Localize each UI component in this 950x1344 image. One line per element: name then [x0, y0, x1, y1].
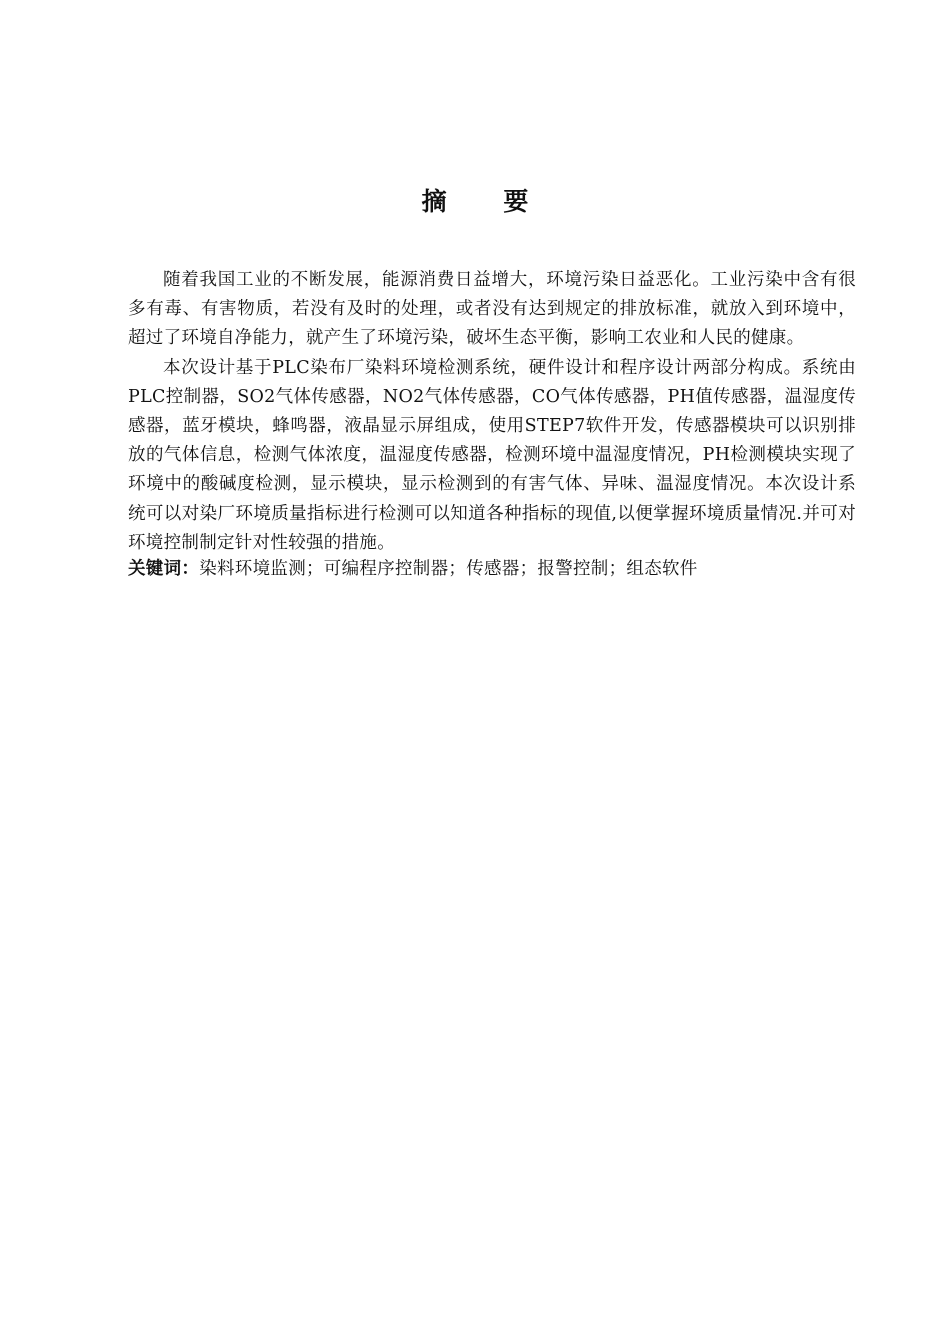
abstract-title: 摘 要: [421, 187, 553, 216]
keywords-label: 关键词：: [128, 559, 200, 580]
abstract-body: [128, 266, 856, 580]
abstract-paragraph-2: 本次设计基于PLC染布厂染料环境检测系统，硬件设计和程序设计两部分构成。系统由PLC控制器，SO2气体传感器，NO2气体传感器，CO气体传感器，PH值传感器，温湿度传感器，蓝牙模块，蜂鸣器，液晶显示屏组成，使用STEP7软件开发，传感器模块可以识别排放的气体信息，检测气体浓度，温湿度传感器，检测环境中温湿度情况，PH检测模块实现了环境中的酸碱度检测，显示模块，显示检测到的有害气体、异味、温湿度情况。本次设计系统可以对染厂环境质量指标进行检测可以知道各种指标的现值,以便掌握环境质量情况.并可对环境控制制定针对性较强的措施。: [128, 357, 856, 553]
keywords-text: 染料环境监测；可编程序控制器；传感器；报警控制；组态软件: [199, 559, 698, 580]
abstract-paragraph-1: 随着我国工业的不断发展，能源消费日益增大，环境污染日益恶化。工业污染中含有很多有毒、有害物质，若没有及时的处理，或者没有达到规定的排放标准，就放入到环境中，超过了环境自净能力，就产生了环境污染，破坏生态平衡，影响工农业和人民的健康。: [128, 270, 856, 349]
keywords-line: [128, 558, 856, 580]
